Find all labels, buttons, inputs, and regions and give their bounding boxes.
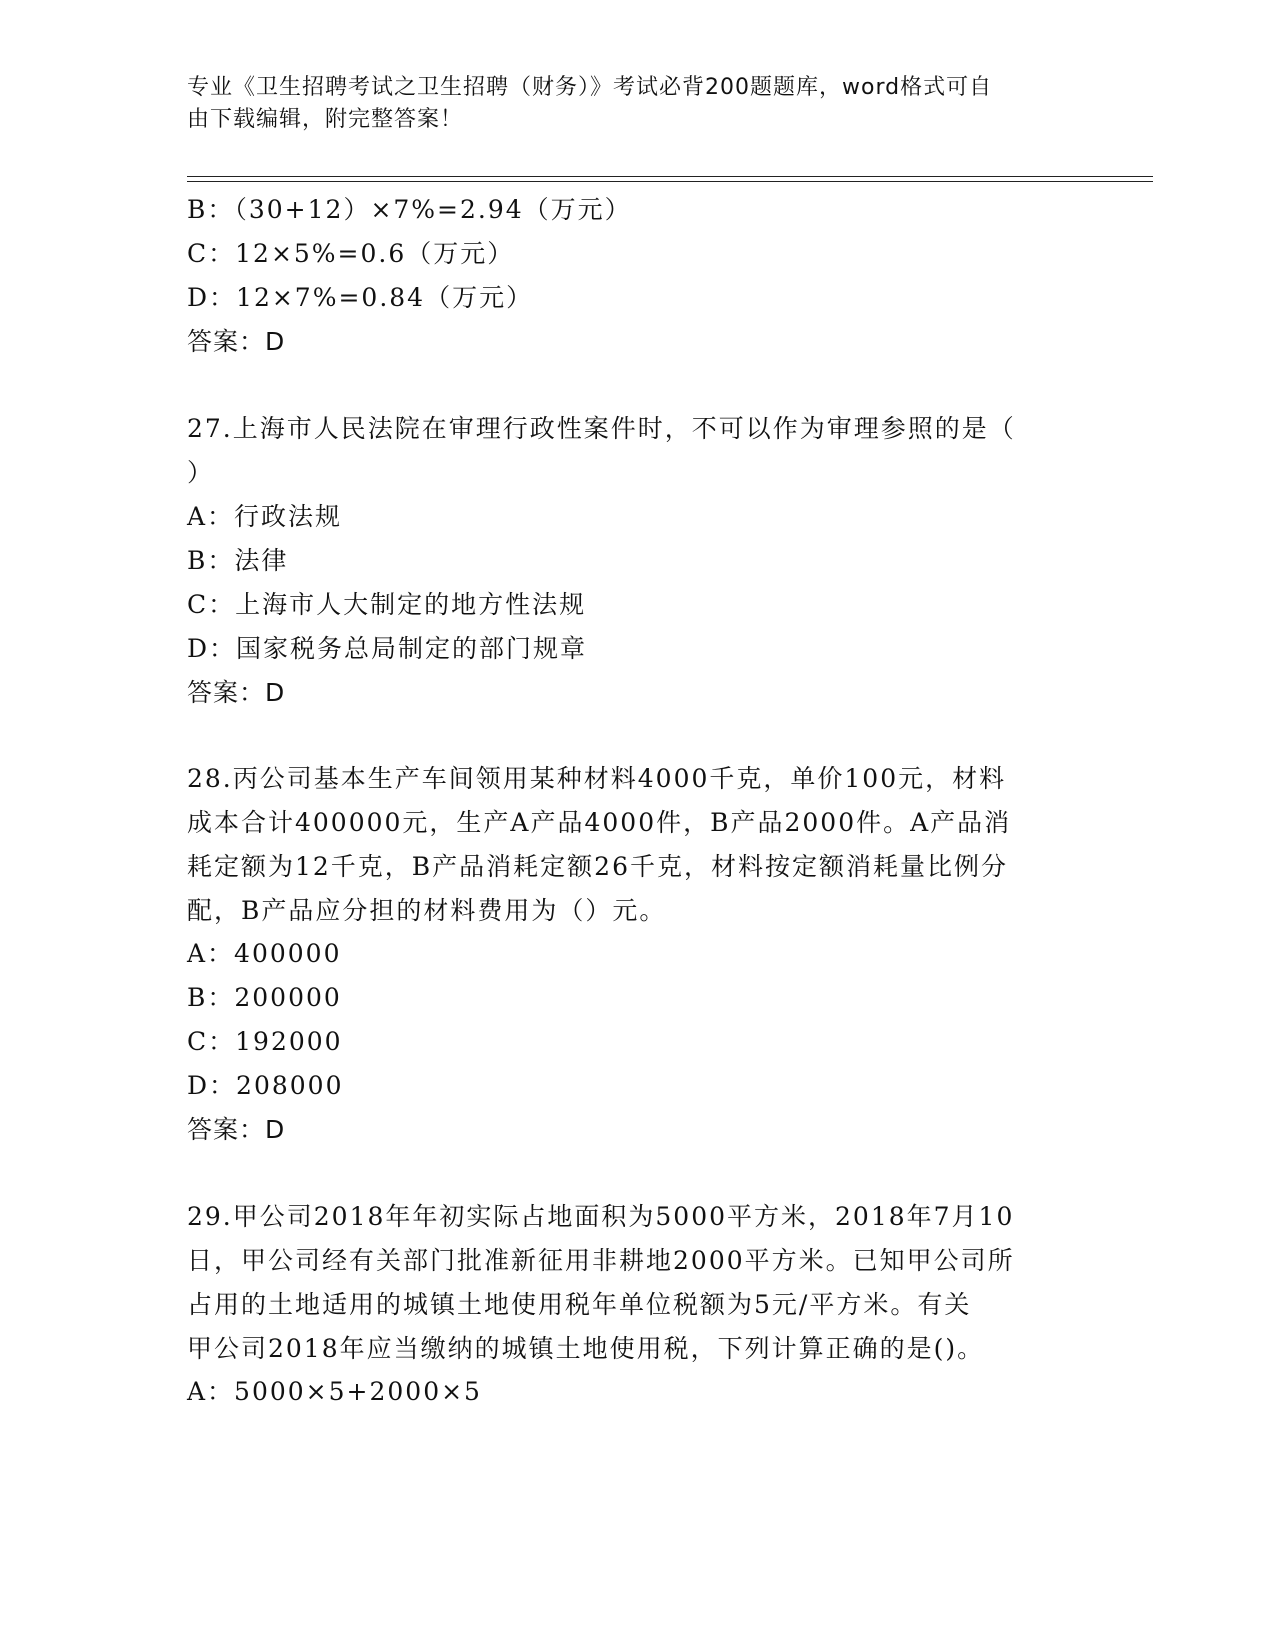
q26-option-c: C：12×5%=0.6（万元）	[187, 239, 515, 268]
header-title-line-1: 专业《卫生招聘考试之卫生招聘（财务）》考试必背200题题库，word格式可自	[187, 75, 993, 100]
q26-option-d: D：12×7%=0.84（万元）	[187, 283, 534, 312]
header-title-line-2: 由下载编辑，附完整答案！	[187, 107, 464, 132]
q28-answer: 答案：D	[187, 1115, 286, 1144]
q29-option-a: A：5000×5+2000×5	[187, 1377, 482, 1406]
header-divider-top	[187, 176, 1153, 177]
q29-stem-line-2: 日，甲公司经有关部门批准新征用非耕地2000平方米。已知甲公司所	[187, 1246, 1015, 1275]
q28-option-a: A：400000	[187, 939, 342, 968]
q28-stem-line-2: 成本合计400000元，生产A产品4000件，B产品2000件。A产品消	[187, 808, 1012, 837]
q28-stem-line-4: 配，B产品应分担的材料费用为（）元。	[187, 896, 667, 925]
q27-option-c: C：上海市人大制定的地方性法规	[187, 590, 587, 619]
q27-answer: 答案：D	[187, 678, 286, 707]
q27-stem-line-2: ）	[187, 458, 215, 487]
q28-option-d: D：208000	[187, 1071, 344, 1100]
q28-stem-line-1: 28.丙公司基本生产车间领用某种材料4000千克，单价100元，材料	[187, 764, 1007, 793]
q28-stem-line-3: 耗定额为12千克，B产品消耗定额26千克，材料按定额消耗量比例分	[187, 852, 1008, 881]
q26-option-b: B：（30+12）×7%=2.94（万元）	[187, 195, 632, 224]
q27-option-d: D：国家税务总局制定的部门规章	[187, 634, 588, 663]
q29-stem-line-3: 占用的土地适用的城镇土地使用税年单位税额为5元/平方米。有关	[187, 1290, 972, 1319]
header-divider-bottom	[187, 181, 1153, 182]
q29-stem-line-1: 29.甲公司2018年年初实际占地面积为5000平方米，2018年7月10	[187, 1202, 1015, 1231]
q27-option-a: A：行政法规	[187, 502, 343, 531]
q27-stem-line-1: 27.上海市人民法院在审理行政性案件时，不可以作为审理参照的是（	[187, 414, 1016, 443]
document-header	[187, 72, 1067, 136]
q28-option-c: C：192000	[187, 1027, 343, 1056]
q29-stem-line-4: 甲公司2018年应当缴纳的城镇土地使用税，下列计算正确的是()。	[187, 1334, 985, 1363]
q27-option-b: B：法律	[187, 546, 289, 575]
q28-option-b: B：200000	[187, 983, 342, 1012]
q26-answer: 答案：D	[187, 327, 286, 356]
